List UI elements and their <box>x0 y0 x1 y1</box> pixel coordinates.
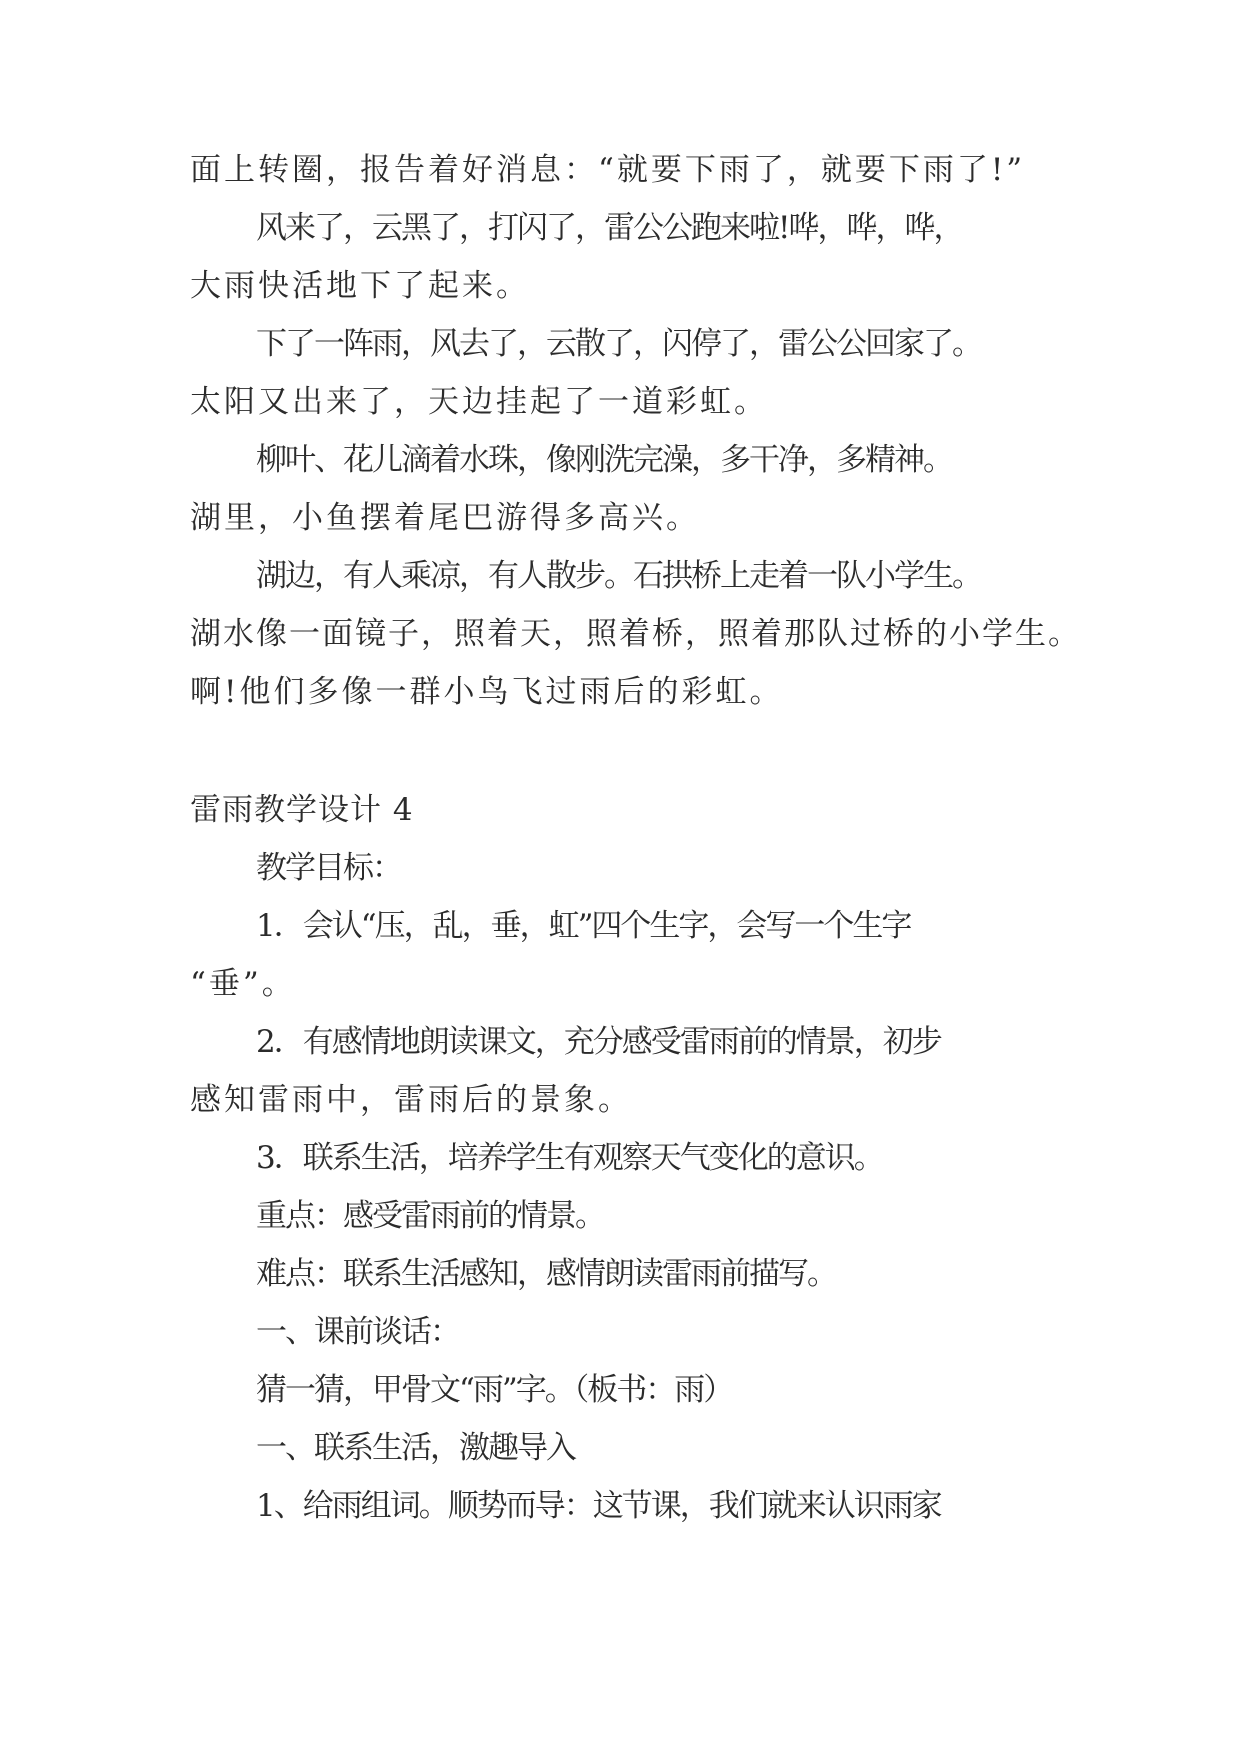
text-line: 重点：感受雷雨前的情景。 <box>256 1198 604 1234</box>
text-line: 风来了，云黑了，打闪了，雷公公跑来啦!哗，哗，哗， <box>256 210 963 246</box>
text-line: 一、联系生活，激趣导入 <box>256 1430 575 1466</box>
text-line: 猜一猜，甲骨文“雨”字。（板书：雨） <box>256 1372 733 1408</box>
text-line: 啊!他们多像一群小鸟飞过雨后的彩虹。 <box>190 674 784 710</box>
text-line: 难点：联系生活感知，感情朗读雷雨前描写。 <box>256 1256 836 1292</box>
text-line: 感知雷雨中，雷雨后的景象。 <box>190 1082 632 1118</box>
section-title: 雷雨教学设计 4 <box>190 792 414 828</box>
text-line: 下了一阵雨，风去了，云散了，闪停了，雷公公回家了。 <box>256 326 981 362</box>
text-line: “垂”。 <box>190 966 296 1002</box>
text-line: 柳叶、花儿滴着水珠，像刚洗完澡，多干净，多精神。 <box>256 442 952 478</box>
text-line: 太阳又出来了，天边挂起了一道彩虹。 <box>190 384 768 420</box>
text-line: 大雨快活地下了起来。 <box>190 268 530 304</box>
text-line: 教学目标： <box>256 850 401 886</box>
text-line: 湖里，小鱼摆着尾巴游得多高兴。 <box>190 500 700 536</box>
text-line: 面上转圈，报告着好消息：“就要下雨了，就要下雨了!” <box>190 152 1026 188</box>
text-line: 一、课前谈话： <box>256 1314 459 1350</box>
text-line: 1．会认“压，乱，垂，虹”四个生字，会写一个生字 <box>256 908 911 944</box>
text-line: 3．联系生活，培养学生有观察天气变化的意识。 <box>256 1140 883 1176</box>
text-line: 湖边，有人乘凉，有人散步。石拱桥上走着一队小学生。 <box>256 558 981 594</box>
text-line: 湖水像一面镜子，照着天，照着桥，照着那队过桥的小学生。 <box>190 616 1081 652</box>
text-line: 2．有感情地朗读课文，充分感受雷雨前的情景，初步 <box>256 1024 941 1060</box>
text-line: 1、给雨组词。顺势而导：这节课，我们就来认识雨家 <box>256 1488 941 1524</box>
